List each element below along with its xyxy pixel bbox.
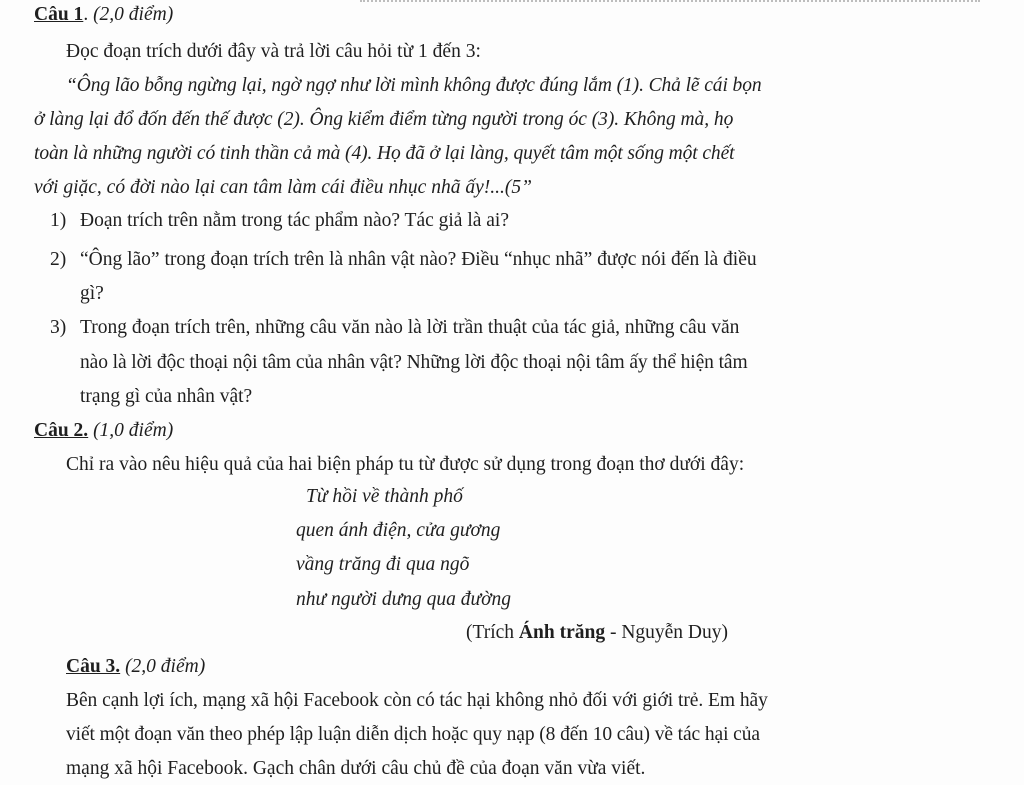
poem-source-suffix: - Nguyễn Duy) (605, 622, 729, 643)
sub-question-3-text: Trong đoạn trích trên, những câu văn nào là lời trần thuật của tác giả, những câu văn (80, 317, 740, 338)
poem-line: như người dưng qua đường (296, 589, 512, 610)
cropped-previous-line (360, 0, 980, 5)
poem-line: quen ánh điện, cửa gương (296, 520, 501, 541)
quote-line: “Ông lão bỗng ngừng lại, ngờ ngợ như lời mình không được đúng lắm (1). Chả lẽ cái bọn (66, 75, 762, 96)
poem-source-title: Ánh trăng (518, 622, 606, 643)
sub-question-2-text: “Ông lão” trong đoạn trích trên là nhân vật nào? Điều “nhục nhã” được nói đến là điều (80, 249, 757, 270)
question-2-points: (1,0 điểm) (93, 420, 174, 441)
question-3-text: mạng xã hội Facebook. Gạch chân dưới câu chủ đề của đoạn văn vừa viết. (66, 758, 646, 779)
question-3-header (66, 655, 205, 679)
question-3-label: Câu 3. (66, 656, 121, 677)
question-3-text: Bên cạnh lợi ích, mạng xã hội Facebook còn có tác hại không nhỏ đối với giới trẻ. Em hãy (66, 690, 768, 711)
question-2-label: Câu 2. (34, 420, 89, 441)
quote-line: với giặc, có đời nào lại can tâm làm cái điều nhục nhã ấy!...(5” (34, 177, 532, 198)
question-3-text: viết một đoạn văn theo phép lập luận diễn dịch hoặc quy nạp (8 đến 10 câu) về tác hại của (66, 724, 760, 745)
sub-question-3-text: trạng gì của nhân vật? (80, 386, 253, 407)
question-2-instruction: Chỉ ra vào nêu hiệu quả của hai biện pháp tu từ được sử dụng trong đoạn thơ dưới đây: (66, 454, 745, 475)
quote-line: toàn là những người có tinh thần cả mà (4). Họ đã ở lại làng, quyết tâm một sống một chết (34, 143, 735, 164)
poem-line: Từ hồi về thành phố (306, 486, 463, 507)
quote-line: ở làng lại đổ đốn đến thế được (2). Ông kiểm điểm từng người trong óc (3). Không mà, họ (34, 109, 734, 130)
question-1-points: (2,0 điểm) (93, 4, 174, 25)
sub-question-2-text: gì? (80, 283, 104, 304)
sub-question-2-number: 2) (50, 249, 67, 270)
question-3-points: (2,0 điểm) (125, 656, 206, 677)
sub-question-1-text: Đoạn trích trên nằm trong tác phẩm nào? Tác giả là ai? (80, 210, 509, 231)
question-1-label: Câu 1 (34, 4, 84, 25)
sub-question-3-number: 3) (50, 317, 67, 338)
sub-question-3-text: nào là lời độc thoại nội tâm của nhân vật? Những lời độc thoại nội tâm ấy thể hiện tâm (80, 352, 748, 373)
question-1-instruction: Đọc đoạn trích dưới đây và trả lời câu hỏi từ 1 đến 3: (66, 41, 481, 62)
question-1-header (34, 3, 173, 27)
poem-source (466, 621, 728, 645)
question-2-header (34, 419, 173, 443)
poem-source-prefix: (Trích (466, 622, 519, 643)
poem-line: vầng trăng đi qua ngõ (296, 554, 470, 575)
sub-question-1-number: 1) (50, 210, 67, 231)
question-1-label-suffix: . (83, 4, 89, 25)
